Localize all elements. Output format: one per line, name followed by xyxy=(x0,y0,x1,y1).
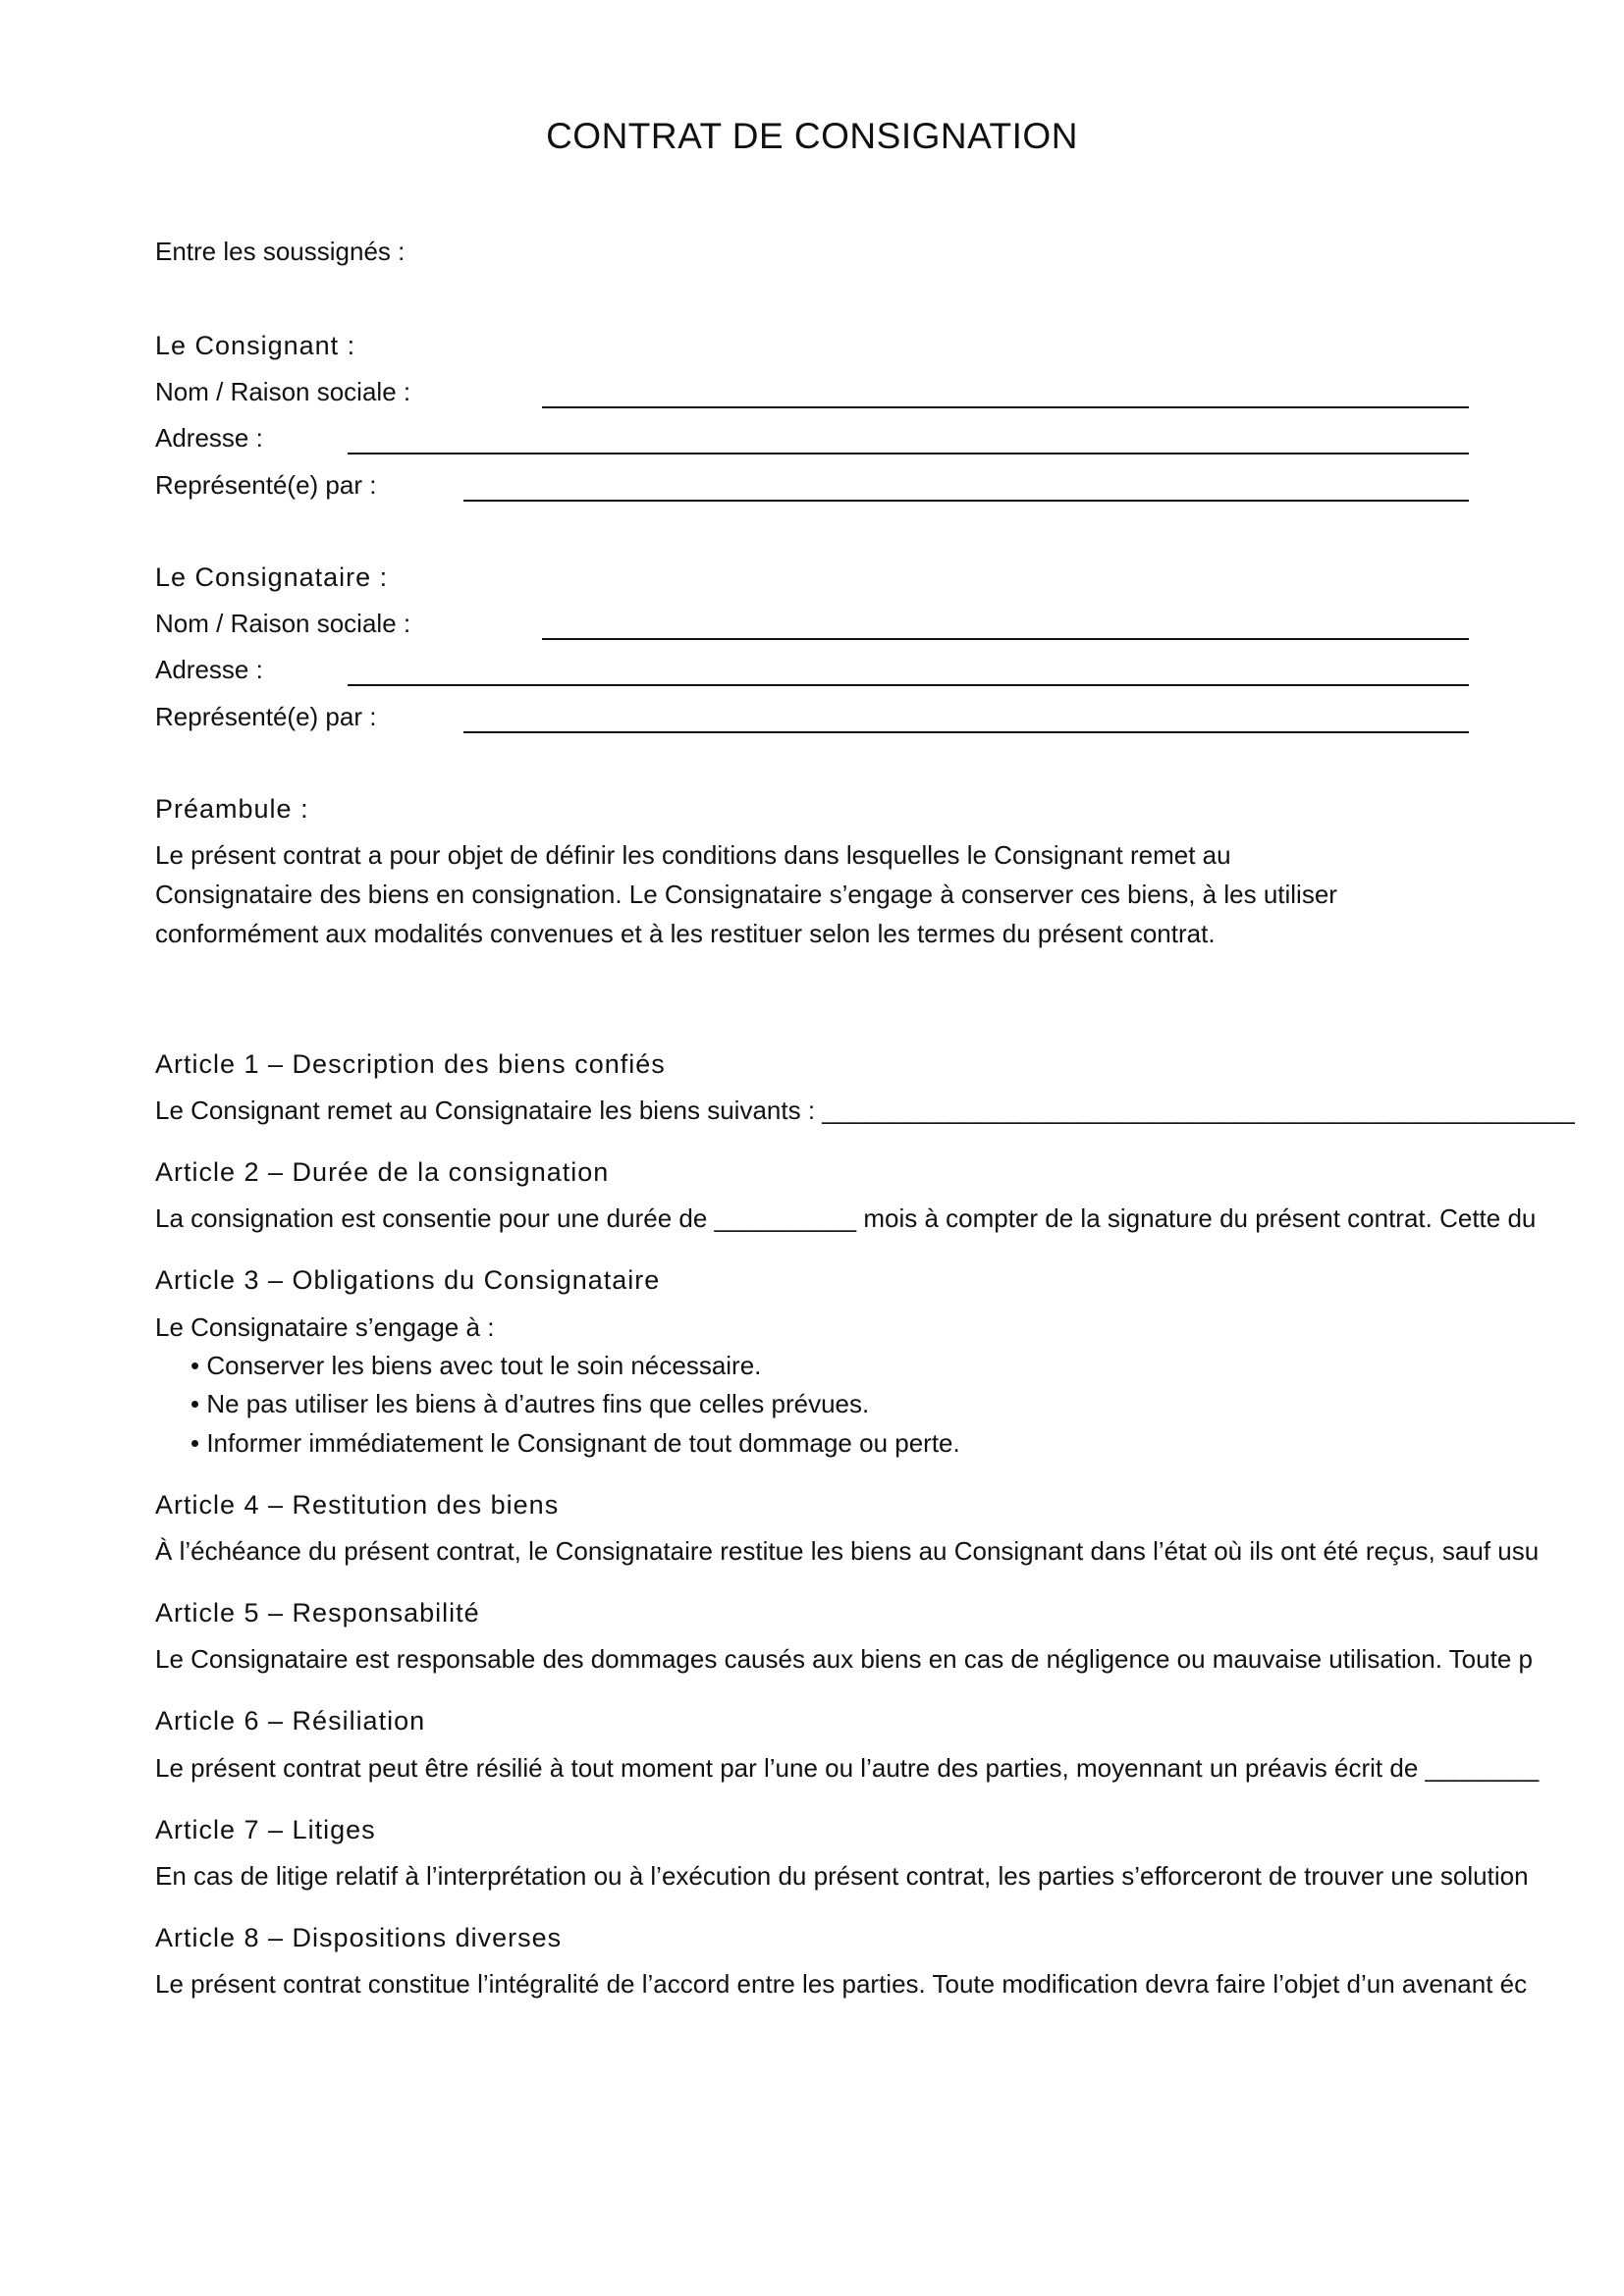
article-6-heading: Article 6 – Résiliation xyxy=(155,1706,426,1735)
article-4-text: À l’échéance du présent contrat, le Consignataire restitue les biens au Consignant dans l’état où ils ont été reçus, sauf usu xyxy=(155,1536,1540,1566)
consignant-representative-field[interactable] xyxy=(463,500,1469,502)
article-1-text: Le Consignant remet au Consignataire les biens suivants : _____________________________________________________ xyxy=(155,1095,1575,1125)
article-8-text: Le présent contrat constitue l’intégralité de l’accord entre les parties. Toute modification devra faire l’objet d’un avenant éc xyxy=(155,1969,1528,1999)
article-5-heading: Article 5 – Responsabilité xyxy=(155,1598,480,1628)
article-4-heading: Article 4 – Restitution des biens xyxy=(155,1490,560,1520)
preambule-line: Consignataire des biens en consignation. Le Consignataire s’engage à conserver ces biens, à les utiliser xyxy=(155,880,1337,909)
consignataire-name-field[interactable] xyxy=(542,638,1469,640)
preambule-line: Le présent contrat a pour objet de définir les conditions dans lesquelles le Consignant remet au xyxy=(155,840,1231,870)
consignataire-representative-field[interactable] xyxy=(463,731,1469,733)
article-3-bullet: • Ne pas utiliser les biens à d’autres fins que celles prévues. xyxy=(190,1389,870,1418)
consignataire-heading: Le Consignataire : xyxy=(155,562,389,592)
consignataire-representative-label: Représenté(e) par : xyxy=(155,702,377,731)
consignant-name-field[interactable] xyxy=(542,406,1469,408)
article-6-text: Le présent contrat peut être résilié à tout moment par l’une ou l’autre des parties, moyennant un préavis écrit de ________ xyxy=(155,1753,1540,1783)
preambule-paragraph xyxy=(155,835,1432,953)
consignant-representative-label: Représenté(e) par : xyxy=(155,470,377,500)
article-3-heading: Article 3 – Obligations du Consignataire xyxy=(155,1265,661,1295)
intro-text: Entre les soussignés : xyxy=(155,237,406,266)
preambule-line: conformément aux modalités convenues et à les restituer selon les termes du présent contrat. xyxy=(155,919,1216,948)
article-1-heading: Article 1 – Description des biens confiés xyxy=(155,1049,666,1079)
consignataire-name-label: Nom / Raison sociale : xyxy=(155,609,411,638)
article-7-text: En cas de litige relatif à l’interprétation ou à l’exécution du présent contrat, les parties s’efforceront de trouver une solution xyxy=(155,1861,1529,1891)
article-3-bullet: • Informer immédiatement le Consignant de tout dommage ou perte. xyxy=(190,1428,960,1458)
article-7-heading: Article 7 – Litiges xyxy=(155,1815,376,1844)
consignataire-address-label: Adresse : xyxy=(155,655,263,684)
article-8-heading: Article 8 – Dispositions diverses xyxy=(155,1923,563,1952)
article-2-heading: Article 2 – Durée de la consignation xyxy=(155,1157,610,1187)
article-3-bullet: • Conserver les biens avec tout le soin nécessaire. xyxy=(190,1351,762,1380)
preambule-heading: Préambule : xyxy=(155,794,309,824)
article-2-text: La consignation est consentie pour une durée de __________ mois à compter de la signature du présent contrat. Cette du xyxy=(155,1203,1537,1233)
consignant-address-label: Adresse : xyxy=(155,423,263,453)
consignant-name-label: Nom / Raison sociale : xyxy=(155,377,411,406)
consignant-heading: Le Consignant : xyxy=(155,331,356,360)
document-title: CONTRAT DE CONSIGNATION xyxy=(546,116,1078,156)
consignant-address-field[interactable] xyxy=(348,453,1469,454)
article-5-text: Le Consignataire est responsable des dommages causés aux biens en cas de négligence ou mauvaise utilisation. Toute p xyxy=(155,1644,1533,1674)
consignataire-address-field[interactable] xyxy=(348,684,1469,686)
article-3-text: Le Consignataire s’engage à : xyxy=(155,1312,495,1342)
